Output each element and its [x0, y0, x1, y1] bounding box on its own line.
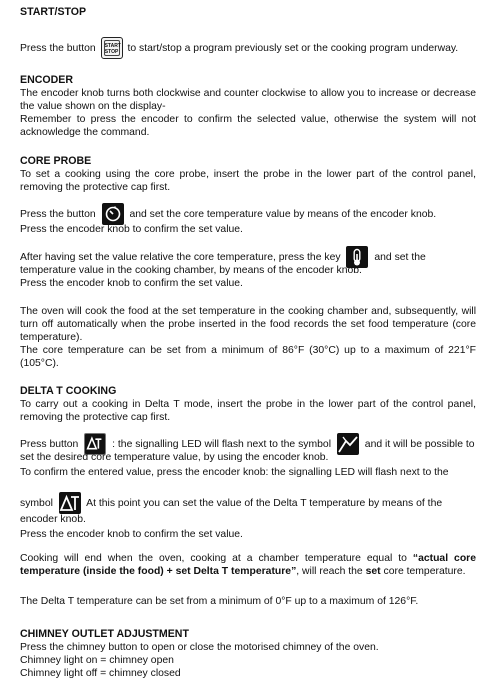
delta-end-bold2: set [365, 566, 381, 577]
start-stop-text-after: to start/stop a program previously set or the cooking program underway. [127, 42, 459, 54]
stop-label: STOP [104, 49, 119, 55]
core-probe-press-line [20, 203, 436, 225]
start-stop-icon [101, 37, 123, 59]
core-confirm1: Press the encoder knob to confirm the set value. [20, 224, 243, 235]
core-range-para: The core temperature can be set from a minimum of 86°F (30°C) up to a maximum of 221°F (105°C). [20, 345, 476, 369]
start-label: START [104, 43, 121, 49]
chimney-line1: Press the chimney button to open or close the motorised chimney of the oven. [20, 642, 379, 653]
core-probe-symbol-icon [337, 433, 359, 455]
delta-end-before: Cooking will end when the oven, cooking at a chamber temperature equal to [20, 553, 413, 564]
delta-end-para [20, 552, 476, 578]
delta-t-para1: To carry out a cooking in Delta T mode, insert the probe in the lower part of the control panel, removing the protective cap first. [20, 399, 476, 423]
delta-confirm2: Press the encoder knob to confirm the set value. [20, 529, 243, 540]
delta-press-line2: set the desired core temperature value, by using the encoder knob. [20, 452, 329, 463]
delta-symbol-after: At this point you can set the value of the Delta T temperature by means of the [86, 497, 443, 509]
delta-press-after: and it will be possible to [364, 438, 475, 450]
chimney-line2: Chimney light on = chimney open [20, 655, 174, 666]
core-press-after: and set the core temperature value by means of the encoder knob. [129, 208, 437, 220]
encoder-para2: Remember to press the encoder to confirm the selected value, otherwise the system will not acknowledge the command. [20, 114, 476, 138]
start-stop-line [20, 37, 458, 59]
core-after-after: and set the [374, 251, 426, 263]
delta-symbol-line2: encoder knob. [20, 514, 86, 525]
heading-delta-t: DELTA T COOKING [20, 385, 117, 397]
delta-symbol-line [20, 492, 442, 514]
delta-range: The Delta T temperature can be set from a minimum of 0°F up to a maximum of 126°F. [20, 596, 419, 607]
delta-end-after: core temperature. [380, 566, 466, 577]
delta-t-symbol-icon [59, 492, 81, 514]
heading-start-stop: START/STOP [20, 6, 87, 18]
core-probe-button-icon [102, 203, 124, 225]
delta-end-mid: , will reach the [296, 566, 366, 577]
core-probe-para1: To set a cooking using the core probe, insert the probe in the lower part of the control panel, removing the protective cap first. [20, 169, 476, 193]
delta-confirm-line: To confirm the entered value, press the encoder knob: the signalling LED will flash next to the [20, 467, 449, 478]
core-press-before: Press the button [20, 208, 96, 220]
start-stop-text-before: Press the button [20, 42, 96, 54]
delta-press-before: Press button [20, 438, 79, 450]
heading-chimney: CHIMNEY OUTLET ADJUSTMENT [20, 628, 189, 640]
delta-symbol-before: symbol [20, 497, 53, 509]
delta-press-mid: : the signalling LED will flash next to the symbol [112, 438, 332, 450]
heading-core-probe: CORE PROBE [20, 155, 92, 167]
core-after-line2: temperature value in the cooking chamber, by means of the encoder knob. [20, 265, 362, 276]
core-after-before: After having set the value relative the core temperature, press the key [20, 251, 341, 263]
core-oven-para: The oven will cook the food at the set temperature in the cooking chamber and, subsequently, will turn off automatically when the probe inserted in the food records the set food temperature (core temperature). [20, 306, 476, 343]
core-confirm2: Press the encoder knob to confirm the set value. [20, 278, 243, 289]
heading-encoder: ENCODER [20, 74, 73, 86]
delta-end-bold1: “actual core temperature (inside the food) + set Delta T temperature” [20, 553, 477, 577]
chimney-line3: Chimney light off = chimney closed [20, 668, 181, 679]
encoder-para1: The encoder knob turns both clockwise and counter clockwise to allow you to increase or decrease the value shown on the display- [20, 88, 476, 112]
